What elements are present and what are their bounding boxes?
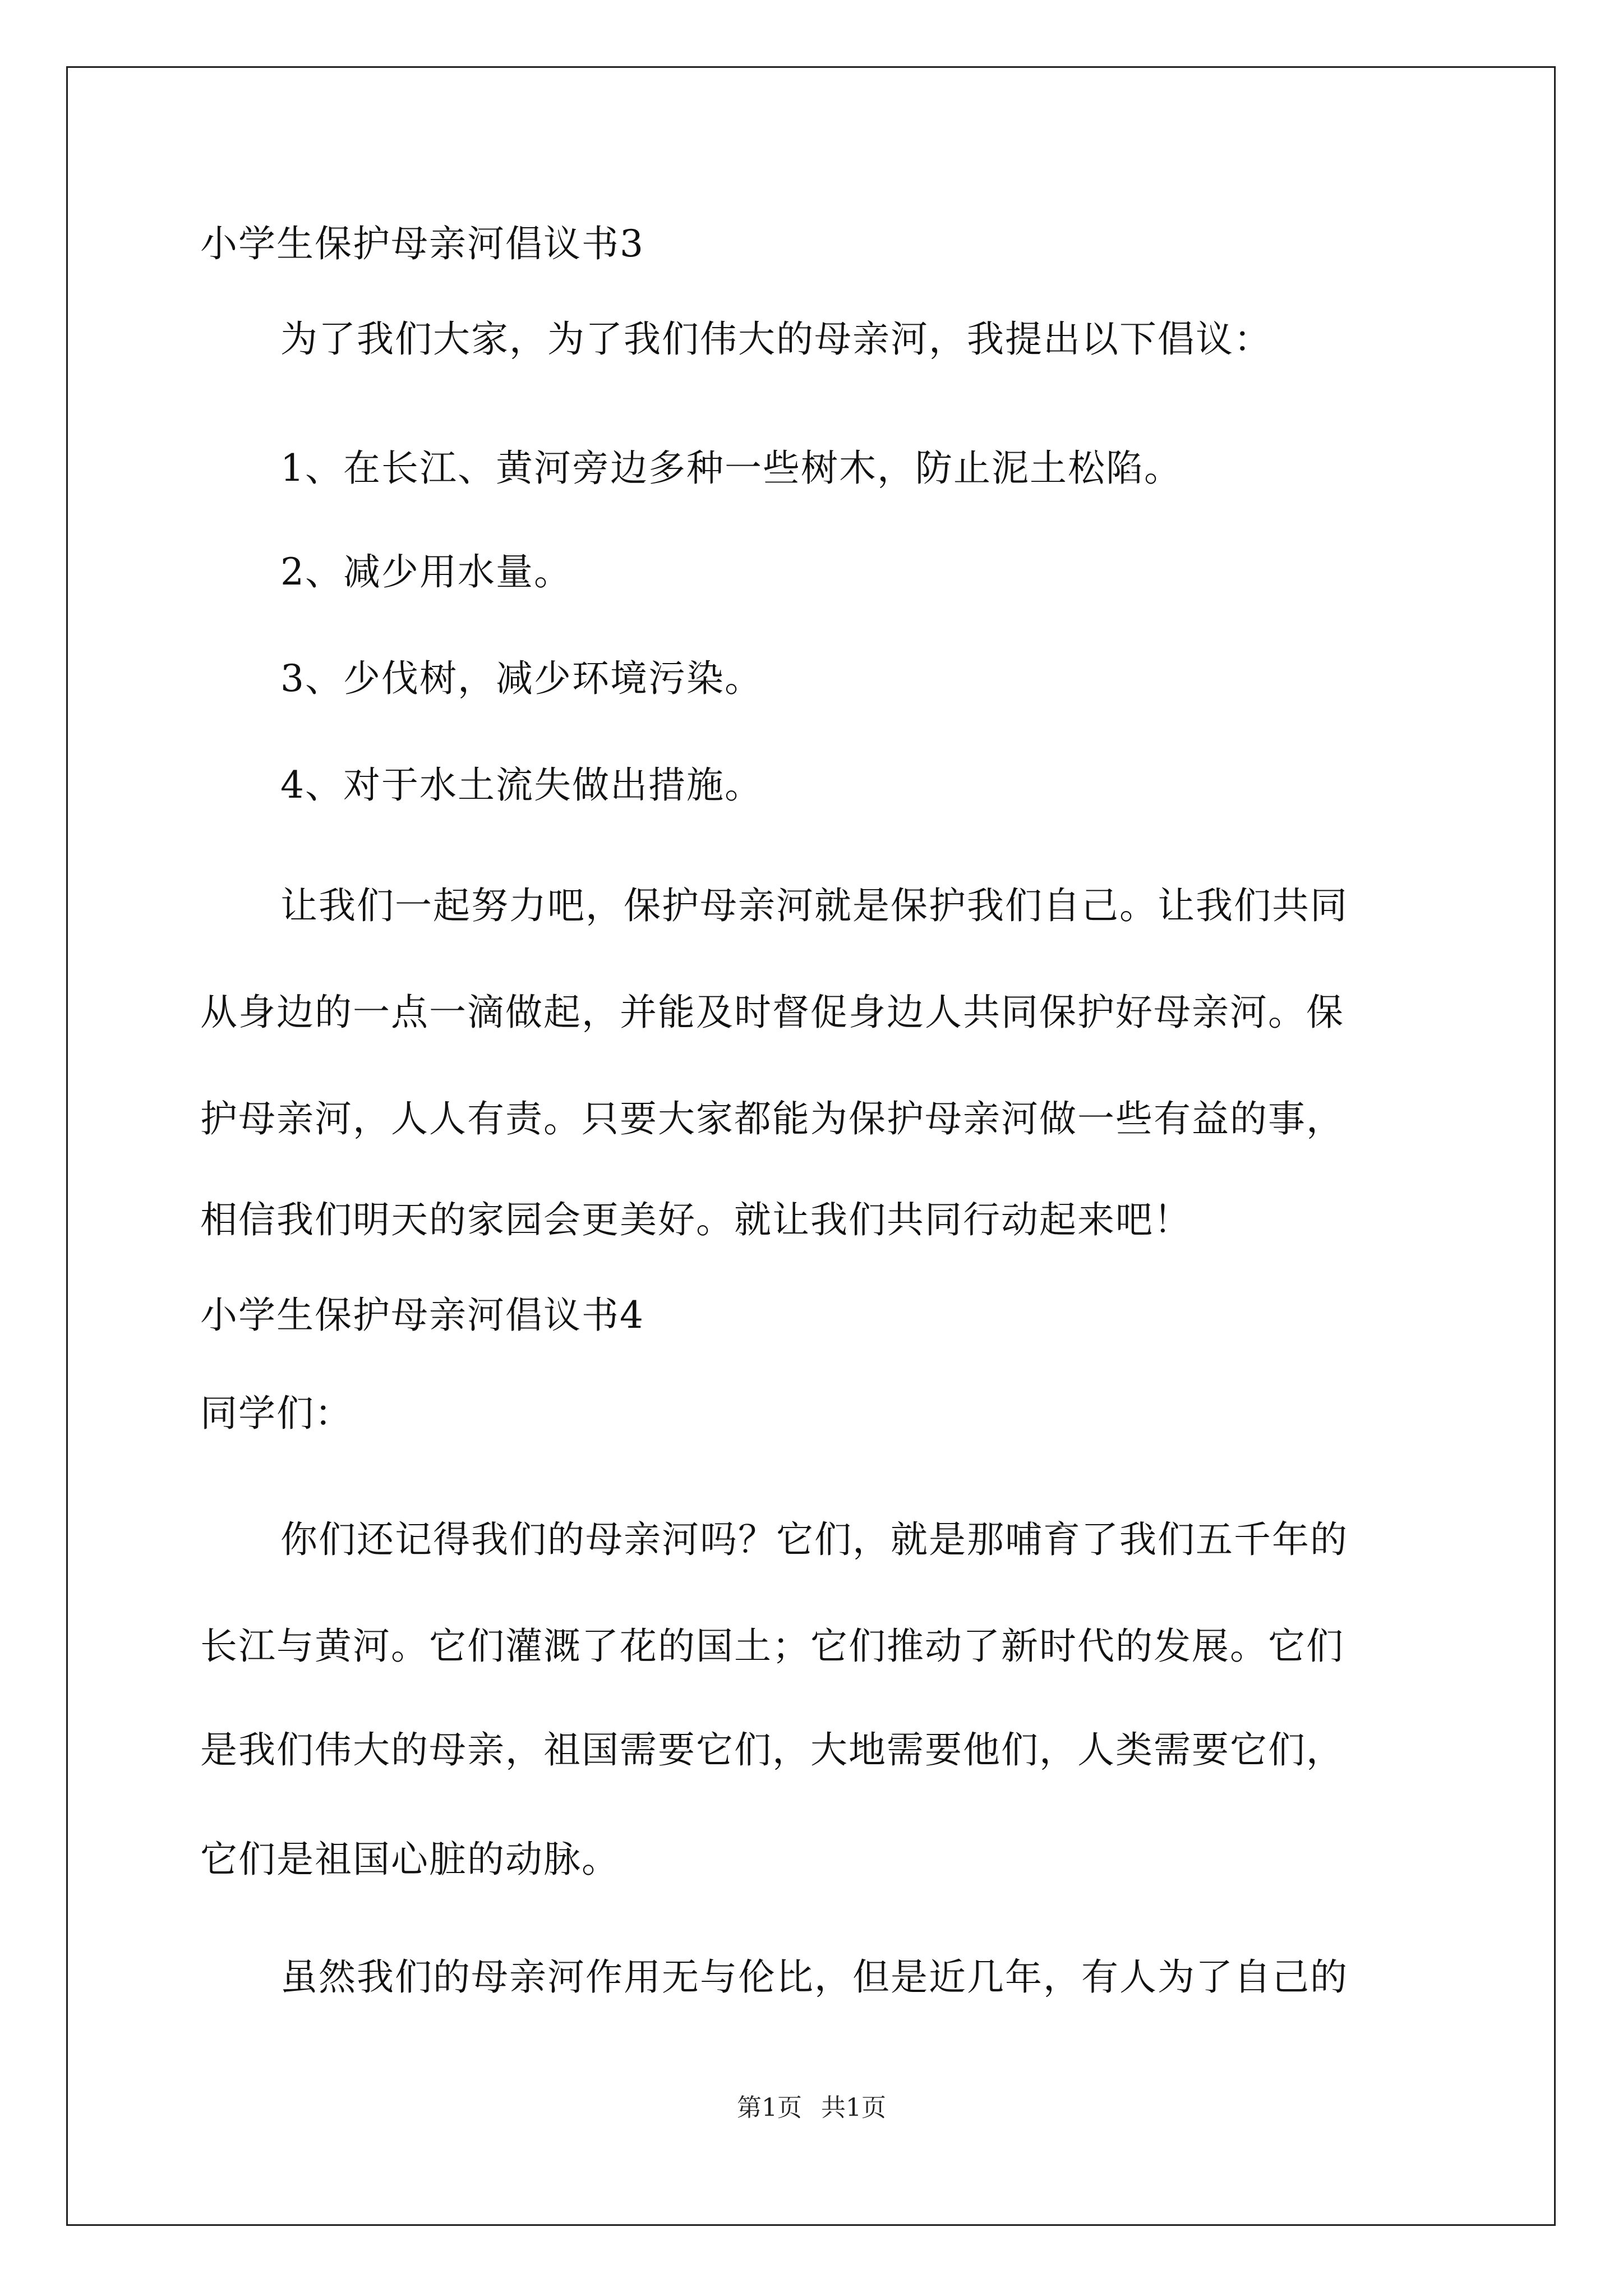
page-border (66, 66, 1556, 2226)
paragraph-line: 让我们一起努力吧，保护母亲河就是保护我们自己。让我们共同 (280, 884, 1348, 927)
page-footer (0, 2091, 1623, 2125)
paragraph-line: 是我们伟大的母亲，祖国需要它们，大地需要他们，人类需要它们， (200, 1728, 1344, 1772)
page-total: 共1页 (821, 2093, 886, 2122)
paragraph-line: 长江与黄河。它们灌溉了花的国土；它们推动了新时代的发展。它们 (200, 1625, 1344, 1668)
paragraph-line: 护母亲河，人人有责。只要大家都能为保护母亲河做一些有益的事， (200, 1097, 1344, 1140)
section-heading-4: 小学生保护母亲河倡议书4 (200, 1294, 644, 1337)
paragraph-line: 它们是祖国心脏的动脉。 (200, 1838, 620, 1881)
list-item-3: 3、少伐树，减少环境污染。 (280, 657, 763, 700)
list-item-4: 4、对于水土流失做出措施。 (280, 763, 763, 807)
paragraph-line: 你们还记得我们的母亲河吗？它们，就是那哺育了我们五千年的 (280, 1518, 1348, 1561)
paragraph-line: 从身边的一点一滴做起，并能及时督促身边人共同保护好母亲河。保 (200, 991, 1344, 1034)
section-heading-3: 小学生保护母亲河倡议书3 (200, 222, 644, 265)
list-item-2: 2、减少用水量。 (280, 550, 572, 593)
list-item-1: 1、在长江、黄河旁边多种一些树木，防止泥土松陷。 (280, 447, 1182, 490)
page-number: 第1页 (737, 2093, 802, 2122)
paragraph-line: 虽然我们的母亲河作用无与伦比，但是近几年，有人为了自己的 (280, 1955, 1348, 1999)
paragraph-line: 为了我们大家，为了我们伟大的母亲河，我提出以下倡议： (280, 318, 1272, 361)
salutation: 同学们： (200, 1392, 353, 1435)
paragraph-line: 相信我们明天的家园会更美好。就让我们共同行动起来吧！ (200, 1198, 1192, 1241)
